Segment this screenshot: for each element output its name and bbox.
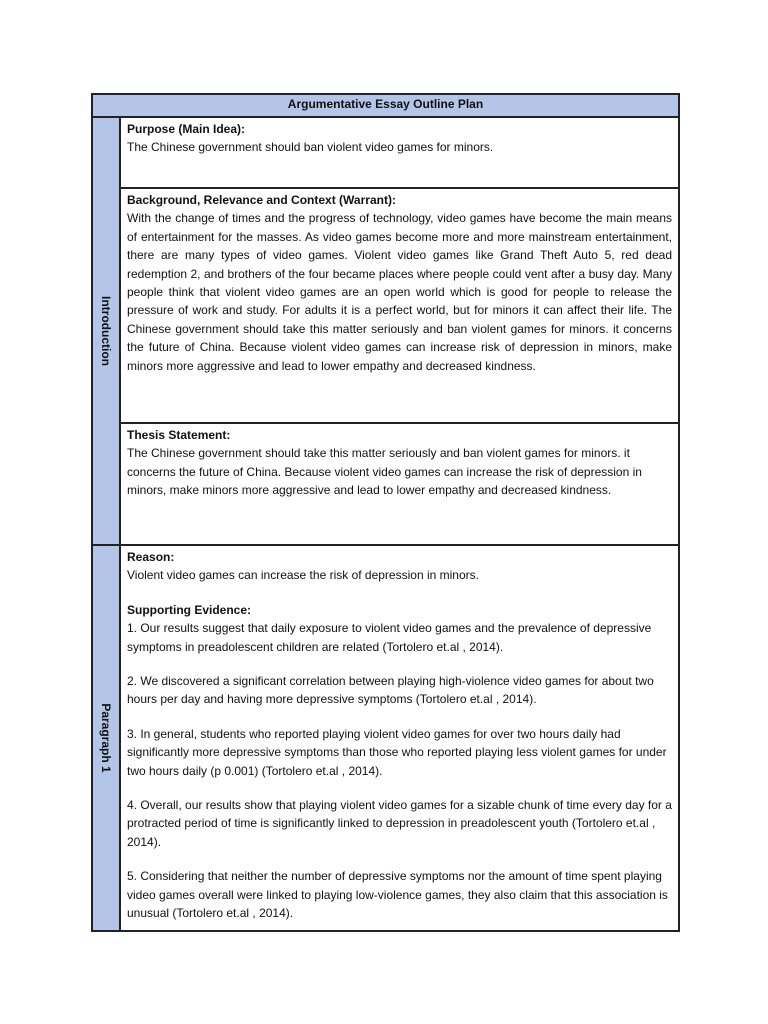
purpose-cell	[121, 118, 678, 189]
background-heading: Background, Relevance and Context (Warrant):	[127, 193, 396, 207]
evidence-item: 5. Considering that neither the number of depressive symptoms nor the amount of time spent playing video games overall were linked to playing low-violence games, they also claim that this association is unusual (Tortolero et.al , 2014).	[127, 869, 668, 921]
thesis-cell	[121, 424, 678, 544]
outline-table	[91, 93, 680, 932]
paragraph1-label: Paragraph 1	[99, 703, 113, 773]
evidence-item: 4. Overall, our results show that playing violent video games for a sizable chunk of time every day for a protracted period of time is significantly linked to depression in preadolescent youth (Tortolero et.al , 2014).	[127, 798, 672, 849]
introduction-section	[93, 118, 678, 546]
reason-heading: Reason:	[127, 550, 175, 564]
spacer	[127, 585, 672, 601]
paragraph1-cells	[121, 546, 678, 930]
introduction-label: Introduction	[99, 296, 113, 366]
table-title: Argumentative Essay Outline Plan	[93, 95, 678, 118]
thesis-heading: Thesis Statement:	[127, 428, 231, 442]
evidence-item: 1. Our results suggest that daily exposure to violent video games and the prevalence of depressive symptoms in preadolescent children are related (Tortolero et.al , 2014).	[127, 621, 652, 654]
introduction-side-label	[93, 118, 121, 544]
paragraph1-side-label	[93, 546, 121, 930]
background-text: With the change of times and the progress of technology, video games have become the main means of entertainment for the masses. As video games become more and more mainstream entertainment, there are many types of video games. Violent video games like Grand Theft Auto 5, red dead redemption 2, and brothers of the four became places where people could vent after a busy day. Many people think that violent video games are an open world which is good for people to release the pressure of work and study. For adults it is a perfect world, but for minors it can affect their life. The Chinese government should take this matter seriously and ban violent games for minors. it concerns the future of China. Because violent video games can increase risk of depression in minors, make minors more aggressive and lead to lower empathy and decreased kindness.	[127, 211, 672, 373]
reason-cell	[121, 546, 678, 930]
background-cell	[121, 189, 678, 424]
purpose-text: The Chinese government should ban violent video games for minors.	[127, 140, 494, 155]
purpose-heading: Purpose (Main Idea):	[127, 122, 246, 136]
evidence-heading: Supporting Evidence:	[127, 602, 252, 617]
thesis-text: The Chinese government should take this matter seriously and ban violent games for minors. it concerns the future of China. Because violent video games can increase the risk of depression in minors, make minors more aggressive and lead to lower empathy and decreased kindness.	[127, 446, 642, 498]
evidence-item: 3. In general, students who reported playing violent video games for over two hours daily had significantly more depressive symptoms than those who reported playing less violent games for under two hours daily (p 0.001) (Tortolero et.al , 2014).	[127, 726, 667, 778]
evidence-item: 2. We discovered a significant correlation between playing high-violence video games for about two hours per day and having more depressive symptoms (Tortolero et.al , 2014).	[127, 674, 654, 707]
introduction-cells	[121, 118, 678, 544]
reason-text: Violent video games can increase the risk of depression in minors.	[127, 568, 479, 583]
paragraph1-section	[93, 546, 678, 930]
